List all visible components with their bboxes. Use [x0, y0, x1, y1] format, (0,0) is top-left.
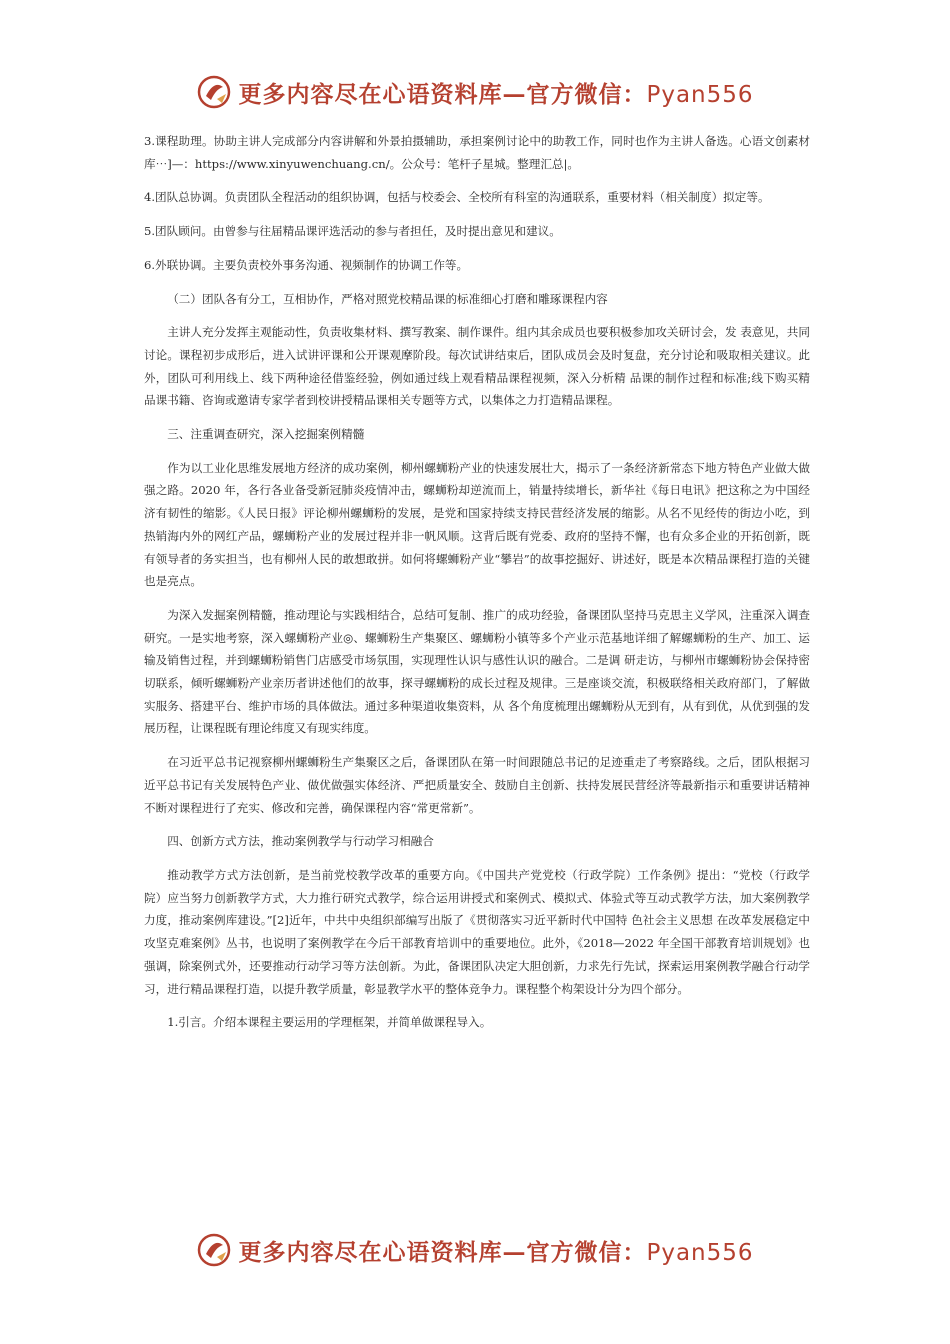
paragraph-teaching-methods: 推动教学方式方法创新，是当前党校教学改革的重要方向。《中国共产党党校（行政学院）工作条例》提出：“党校（行政学院）应当努力创新教学方式，大力推行研究式教学，综合运用讲授式和案例式、模拟式、体验式等互动式教学方法，加大案例教学力度，推动案例库建设。”[2]近年，中共中央组织部编写出版了《贯彻落实习近平新时代中国特 色社会主义思想 在改革发展稳定中攻坚克难案例》丛书，也说明了案例教学在今后干部教育培训中的重要地位。此外，《2018—2022 年全国干部教育培训规划》也强调，除案例式外，还要推动行动学习等方法创新。为此，备课团队决定大胆创新，力求先行先试，探索运用案例教学融合行动学习，进行精品课程打造，以提升教学质量，彰显教学水平的整体竞争力。课程整个构架设计分为四个部分。: [144, 867, 810, 996]
banner-wechat-id: Pyan556: [646, 81, 754, 108]
section-heading-research: 三、注重调查研究，深入挖掘案例精髓: [167, 427, 365, 442]
paragraph-team-advisor: 5.团队顾问。由曾参与往届精品课评选活动的参与者担任，及时提出意见和建议。: [144, 224, 561, 239]
footer-banner: [0, 1230, 950, 1270]
section-heading-innovation: 四、创新方式方法，推动案例教学与行动学习相融合: [167, 834, 434, 849]
header-banner: [0, 72, 950, 112]
paragraph-field-research: 为深入发掘案例精髓，推动理论与实践相结合，总结可复制、推广的成功经验，备课团队坚持马克思主义学风，注重深入调查研究。一是实地考察，深入螺蛳粉产业◎、螺蛳粉生产集聚区、螺蛳粉小镇等多个产业示范基地详细了解螺蛳粉的生产、加工、运输及销售过程，并到螺蛳粉销售门店感受市场氛围，实现理性认识与感性认识的融合。二是调 研走访，与柳州市螺蛳粉协会保持密切联系，倾听螺蛳粉产业亲历者讲述他们的故事，探寻螺蛳粉的成长过程及规律。三是座谈交流，积极联络相关政府部门，了解做实服务、搭建平台、维护市场的具体做法。通过多种渠道收集资料，从 各个角度梳理出螺蛳粉从无到有，从有到优，从优到强的发展历程，让课程既有理论纬度又有现实纬度。: [144, 607, 810, 736]
paragraph-team-coordinator: 4.团队总协调。负责团队全程活动的组织协调，包括与校委会、全校所有科室的沟通联系，重要材料（相关制度）拟定等。: [144, 190, 770, 205]
banner-wechat-id: Pyan556: [646, 1239, 754, 1266]
banner-text: 更多内容尽在心语资料库—官方微信：: [238, 1238, 647, 1266]
paragraph-lecturer-role: 主讲人充分发挥主观能动性，负责收集材料、撰写教案、制作课件。组内其余成员也要积极参加攻关研讨会，发 表意见，共同讨论。课程初步成形后，进入试讲评课和公开课观摩阶段。每次试讲结束后，团队成员会及时复盘，充分讨论和吸取相关建议。此外，团队可利用线上、线下两种途径借鉴经验，例如通过线上观看精品课程视频，深入分析精 品课的制作过程和标准;线下购买精品课书籍、咨询或邀请专家学者到校讲授精品课相关专题等方式，以集体之力打造精品课程。: [144, 325, 810, 408]
paragraph-luosifen-case: 作为以工业化思维发展地方经济的成功案例，柳州螺蛳粉产业的快速发展壮大，揭示了一条经济新常态下地方特色产业做大做强之路。2020 年，各行各业备受新冠肺炎疫情冲击，螺蛳粉却逆流而上，销量持续增长，新华社《每日电讯》把这称之为中国经济有韧性的缩影。《人民日报》评论柳州螺蛳粉的发展，是党和国家持续支持民营经济发展的缩影。从名不见经传的街边小吃，到热销海内外的网红产品，螺蛳粉产业的发展过程并非一帆风顺。这背后既有党委、政府的坚持不懈，也有众多企业的开拓创新，既有领导者的务实担当，也有柳州人民的敢想敢拼。如何将螺蛳粉产业“攀岩”的故事挖掘好、讲述好，既是本次精品课程打造的关键也是亮点。: [144, 460, 810, 589]
xinyu-logo-icon: [196, 74, 232, 110]
paragraph-external-liaison: 6.外联协调。主要负责校外事务沟通、视频制作的协调工作等。: [144, 257, 469, 272]
banner-text: 更多内容尽在心语资料库—官方微信：: [238, 80, 647, 108]
paragraph-introduction: 1.引言。介绍本课程主要运用的学理框架，并简单做课程导入。: [167, 1015, 492, 1030]
section-heading-teamwork: （二）团队各有分工，互相协作，严格对照党校精品课的标准细心打磨和雕琢课程内容: [167, 291, 608, 306]
paragraph-inspection-route: 在习近平总书记视察柳州螺蛳粉生产集聚区之后，备课团队在第一时间跟随总书记的足迹重走了考察路线。之后，团队根据习近平总书记有关发展特色产业、做优做强实体经济、严把质量安全、鼓励自主创新、扶持发展民营经济等最新指示和重要讲话精神不断对课程进行了充实、修改和完善，确保课程内容“常更常新”。: [144, 755, 810, 815]
paragraph-course-assistant: 3.课程助理。协助主讲人完成部分内容讲解和外景拍摄辅助，承担案例讨论中的助教工作，同时也作为主讲人备选。心语文创素材库⋯]—：https://www.xinyuwenchuang.cn/。公众号：笔杆子星城。整理汇总|。: [144, 134, 810, 171]
document-body: [144, 130, 810, 1034]
xinyu-logo-icon: [196, 1232, 232, 1268]
